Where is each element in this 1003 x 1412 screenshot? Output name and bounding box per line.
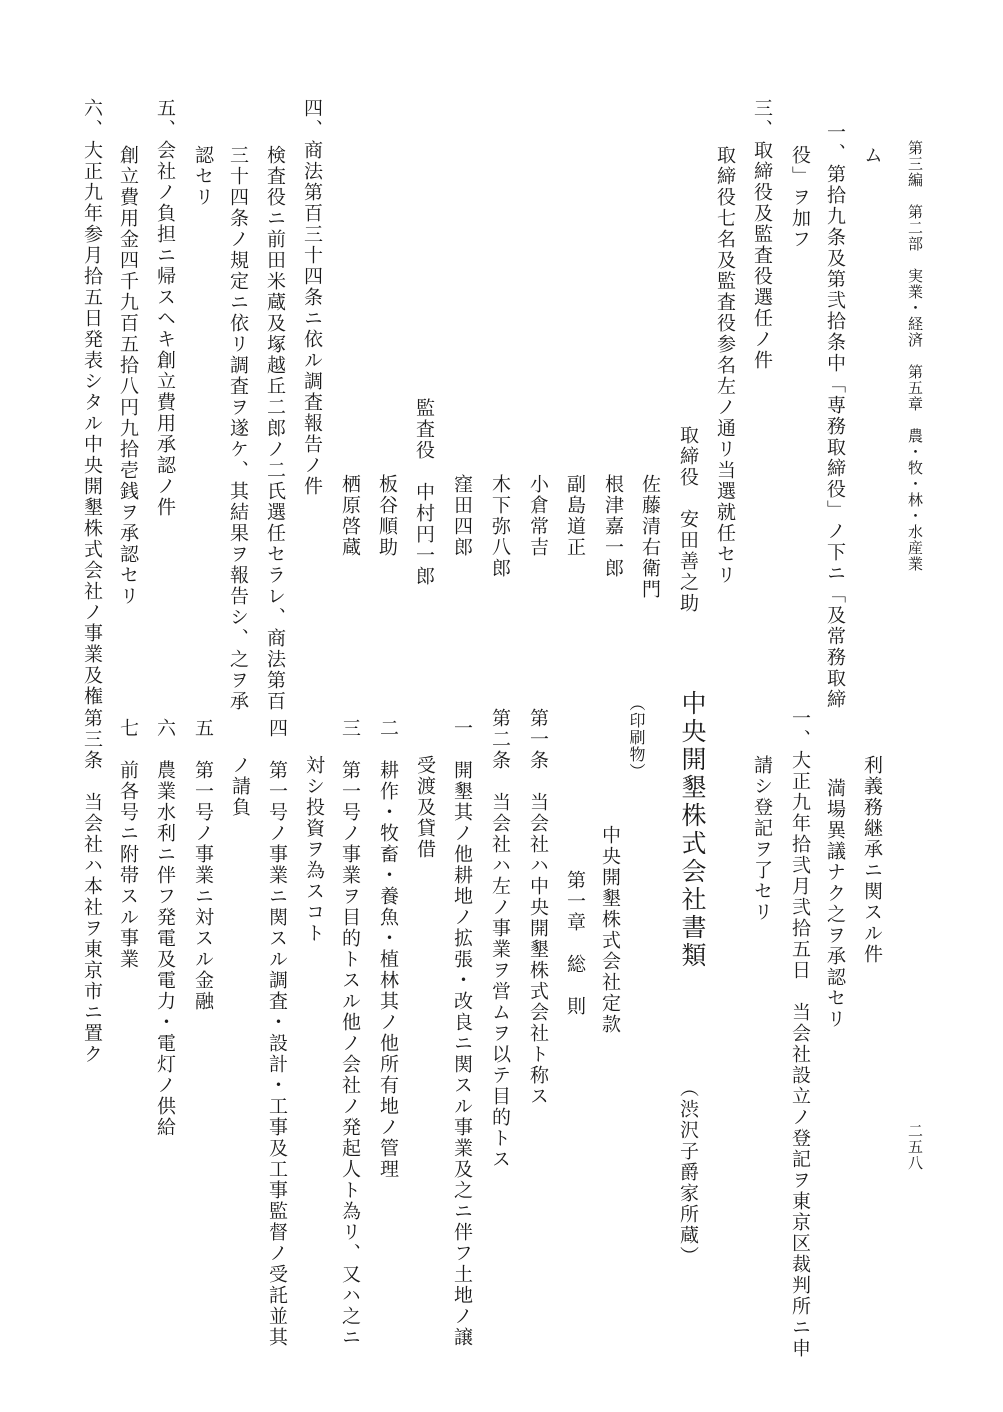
text-line: 対シ投資ヲ為スコト [303,755,325,944]
text-line: 監査役 中村円一郎 [413,398,435,587]
list-item: 三 第一号ノ事業ヲ目的トスル他ノ会社ノ発起人ト為リ、又ハ之ニ [339,718,361,1348]
text-line: 一、第拾九条及第弐拾条中「専務取締役」ノ下ニ「及常務取締 [824,122,846,710]
section-heading: 五、会社ノ負担ニ帰スヘキ創立費用承認ノ件 [154,98,176,518]
text-line: 木下弥八郎 [489,474,511,579]
section-heading: 三、取締役及監査役選任ノ件 [751,98,773,371]
text-line: 創立費用金四千九百五拾八円九拾壱銭ヲ承認セリ [117,145,139,607]
text-line: 副島道正 [564,474,586,558]
list-item: 二 耕作・牧畜・養魚・植林其ノ他所有地ノ管理 [377,718,399,1180]
text-line: 受渡及貸借 [414,755,436,860]
text-line: 根津嘉一郎 [602,474,624,579]
article-line: 第二条 当会社ハ左ノ事業ヲ営ムヲ以テ目的トス [489,708,511,1170]
text-line: 一、大正九年拾弐月弐拾五日 当会社設立ノ登記ヲ東京区裁判所ニ申 [789,708,811,1359]
text-line: 板谷順助 [376,474,398,558]
text-line: 請シ登記ヲ了セリ [751,755,773,923]
text-line: 満場異議ナク之ヲ承認セリ [824,778,846,1030]
text-line: 栖原啓蔵 [339,474,361,558]
section-heading: 四、商法第百三十四条ニ依ル調査報告ノ件 [301,98,323,497]
text-line: 小倉常吉 [527,474,549,558]
list-item: 四 第一号ノ事業ニ関スル調査・設計・工事及工事監督ノ受託並其 [266,718,288,1348]
text-line: 認セリ [192,145,214,208]
articles-title: 中央開墾株式会社定款 [599,825,621,1035]
list-item: 六 農業水利ニ伴フ発電及電力・電灯ノ供給 [154,718,176,1138]
running-head: 第三編 第二部 実業・経済 第五章 農・牧・林・水産業 [906,140,924,572]
text-line: ノ請負 [229,755,251,818]
print-note: （印刷物） [627,695,646,780]
text-line: 検査役ニ前田米蔵及塚越丘二郎ノ二氏選任セラレ、商法第百 [264,145,286,712]
list-item: 七 前各号ニ附帯スル事業 [117,718,139,970]
section-heading: 六、大正九年参月拾五日発表シタル中央開墾株式会社ノ事業及権 [81,98,103,707]
chapter-heading: 第一章 総 則 [564,870,586,1017]
article-line: 第三条 当会社ハ本社ヲ東京市ニ置ク [81,708,103,1065]
source-note: （渋沢子爵家所蔵） [677,1078,699,1267]
text-line: 佐藤清右衛門 [639,474,661,600]
article-line: 第一条 当会社ハ中央開墾株式会社ト称ス [527,708,549,1107]
text-line: 三十四条ノ規定ニ依リ調査ヲ遂ケ、其結果ヲ報告シ、之ヲ承 [227,145,249,712]
text-line: 利義務継承ニ関スル件 [861,755,883,965]
page-number: 二五八 [906,1123,924,1171]
text-line: 取締役 安田善之助 [677,425,699,614]
text-line: ム [861,145,883,166]
text-line: 窪田四郎 [451,474,473,558]
list-item: 一 開墾其ノ他耕地ノ拡張・改良ニ関スル事業及之ニ伴フ土地ノ譲 [451,718,473,1348]
text-line: 取締役七名及監査役参名左ノ通リ当選就任セリ [714,145,736,586]
text-line: 役」ヲ加フ [789,145,811,250]
document-title: 中央開墾株式会社書類 [678,690,707,970]
list-item: 五 第一号ノ事業ニ対スル金融 [192,718,214,1012]
